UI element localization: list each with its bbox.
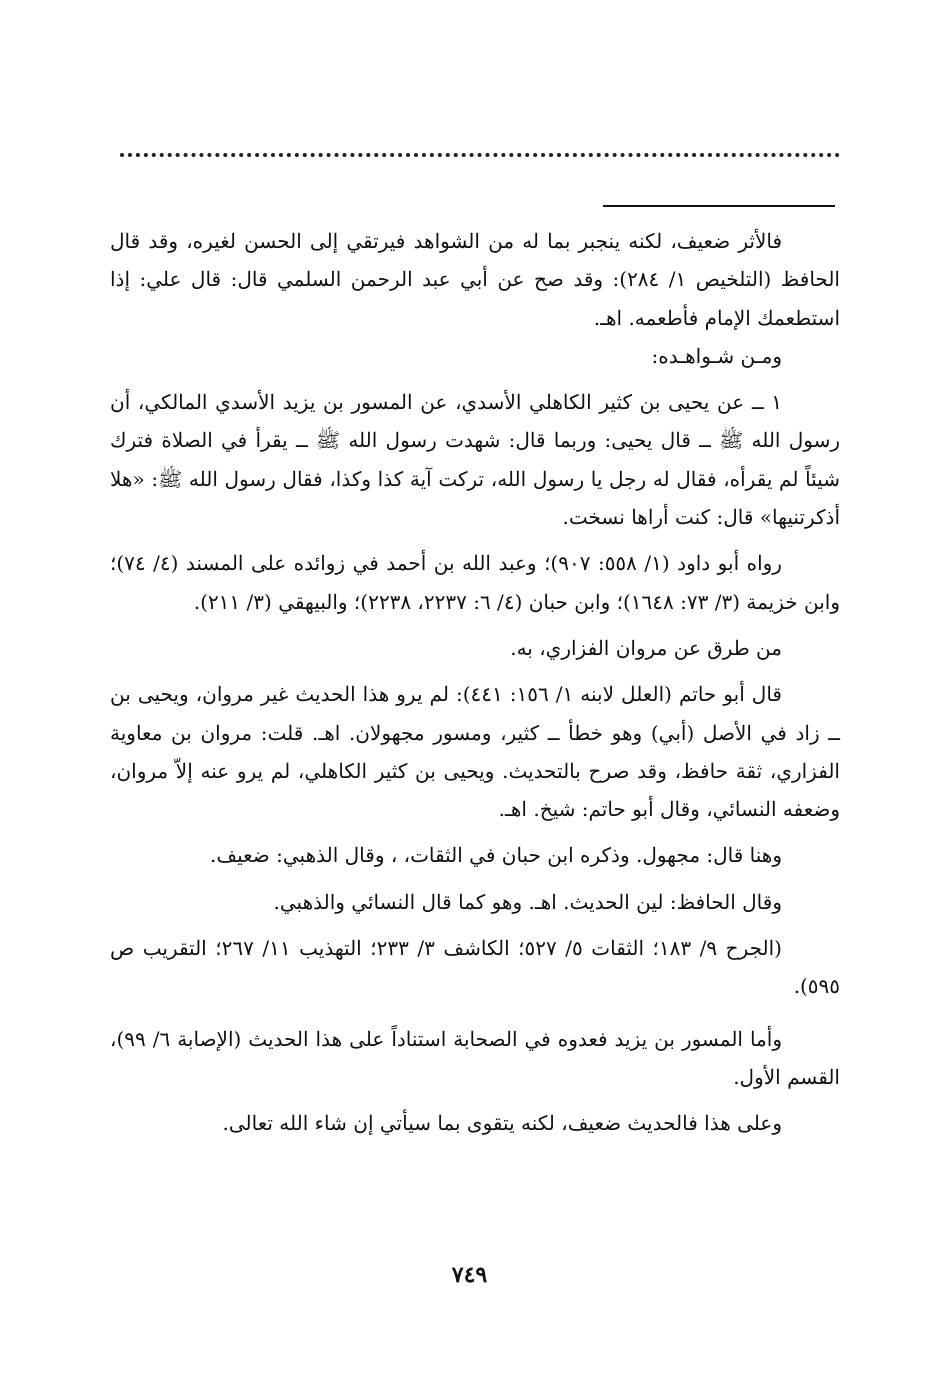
header-dotted-separator (120, 153, 840, 157)
page-number: ٧٤٩ (451, 1262, 488, 1288)
paragraph-hafiz: وقال الحافظ: لين الحديث. اهـ. وهو كما قال النسائي والذهبي. (273, 889, 782, 914)
paragraph-takhrij: رواه أبو داود (١/ ٥٥٨: ٩٠٧)؛ وعبد الله بن أحمد في زوائده على المسند (٤/ ٧٤)؛ وابن خزيمة (٣/ ٧٣: ١٦٤٨)؛ وابن حبان (٤/ ٦: ٢٢٣٧، ٢٢٣٨)؛ والبيهقي (٣/ ٢١١). (110, 551, 840, 614)
paragraph-abu-hatim: قال أبو حاتم (العلل لابنه ١/ ١٥٦: ٤٤١): لم يرو هذا الحديث غير مروان، ويحيى بن ــ زاد في الأصل (أبي) وهو خطأ ــ كثير، ومسور مجهولان. اهـ. قلت: مروان بن معاوية الفزاري، ثقة حافظ، وقد صرح بالتحديث. ويحيى بن كثير الكاهلي، لم يرو عنه إلاّ مروان، وضعفه النسائي، وقال أبو حاتم: شيخ. اهـ. (110, 682, 840, 822)
paragraph-athar-weak: فالأثر ضعيف، لكنه ينجبر بما له من الشواهد فيرتقي إلى الحسن لغيره، وقد قال الحافظ (التلخيص ١/ ٢٨٤): وقد صح عن أبي عبد الرحمن السلمي قال: قال علي: إذا استطعمك الإمام فأطعمه. اهـ. (110, 229, 840, 330)
paragraph-references: (الجرح ٩/ ١٨٣؛ الثقات ٥/ ٥٢٧؛ الكاشف ٣/ ٢٣٣؛ التهذيب ١١/ ٢٦٧؛ التقريب ص ٥٩٥). (110, 936, 840, 999)
paragraph-turuq: من طرق عن مروان الفزاري، به. (510, 635, 782, 660)
paragraph-shawahid-heading: ومـن شـواهـده: (651, 343, 782, 368)
page-body (110, 222, 840, 1143)
footnote-separator-line (603, 205, 835, 207)
paragraph-majhul: وهنا قال: مجهول. وذكره ابن حبان في الثقات، ، وقال الذهبي: ضعيف. (210, 843, 782, 868)
paragraph-hadith-text: ١ ــ عن يحيى بن كثير الكاهلي الأسدي، عن المسور بن يزيد الأسدي المالكي، أن رسول الله ﷺ ــ قال يحيى: وربما قال: شهدت رسول الله ﷺ ــ يقرأ في الصلاة فترك شيئاً لم يقرأه، فقال له رجل يا رسول الله، تركت آية كذا وكذا، فقال رسول الله ﷺ: «هلا أذكرتنيها» قال: كنت أراها نسخت. (110, 390, 840, 530)
paragraph-conclusion: وعلى هذا فالحديث ضعيف، لكنه يتقوى بما سيأتي إن شاء الله تعالى. (222, 1111, 782, 1136)
paragraph-miswar: وأما المسور بن يزيد فعدوه في الصحابة استناداً على هذا الحديث (الإصابة ٦/ ٩٩)، القسم الأول. (110, 1026, 840, 1089)
